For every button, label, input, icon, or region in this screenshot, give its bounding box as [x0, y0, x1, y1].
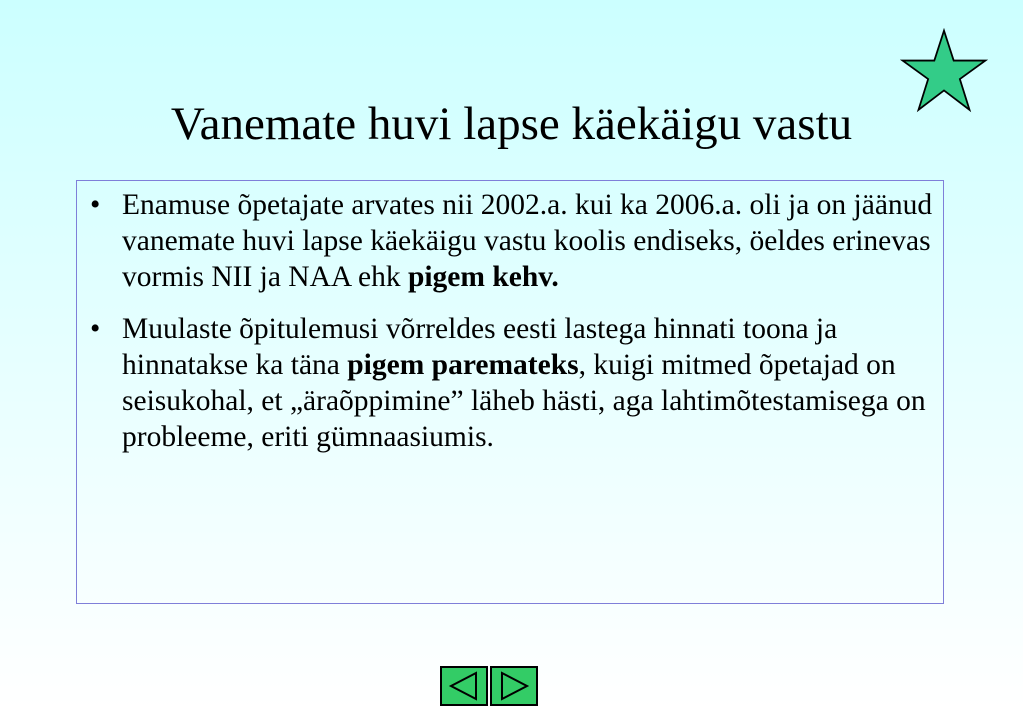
triangle-left-icon — [448, 671, 480, 701]
bullet-item-1 — [84, 187, 935, 295]
star-icon — [900, 28, 988, 116]
next-slide-button[interactable] — [490, 666, 538, 706]
bullet-item-2 — [84, 311, 935, 455]
slide-navigation — [440, 666, 538, 706]
triangle-right-icon — [498, 671, 530, 701]
bullet-emphasis: pigem paremateks — [347, 349, 579, 381]
content-box — [76, 180, 944, 604]
bullet-list — [84, 187, 935, 455]
bullet-text-tail: , kuigi mitmed õpetajad on seisukohal, et „äraõppimine” läheb hästi, aga lahtimõtestamisega on probleeme, eriti gümnaasiumis. — [122, 349, 926, 453]
bullet-text: Muulaste õpitulemusi võrreldes eesti lastega hinnati toona ja hinnatakse ka täna — [122, 313, 838, 381]
bullet-emphasis: pigem kehv. — [407, 261, 559, 293]
bullet-text: Enamuse õpetajate arvates nii 2002.a. kui ka 2006.a. oli ja on jäänud vanemate huvi lapse käekäigu vastu koolis endiseks, öeldes erinevas vormis NII ja NAA ehk — [122, 189, 933, 293]
slide-title: Vanemate huvi lapse käekäigu vastu — [170, 98, 853, 150]
previous-slide-button[interactable] — [440, 666, 488, 706]
